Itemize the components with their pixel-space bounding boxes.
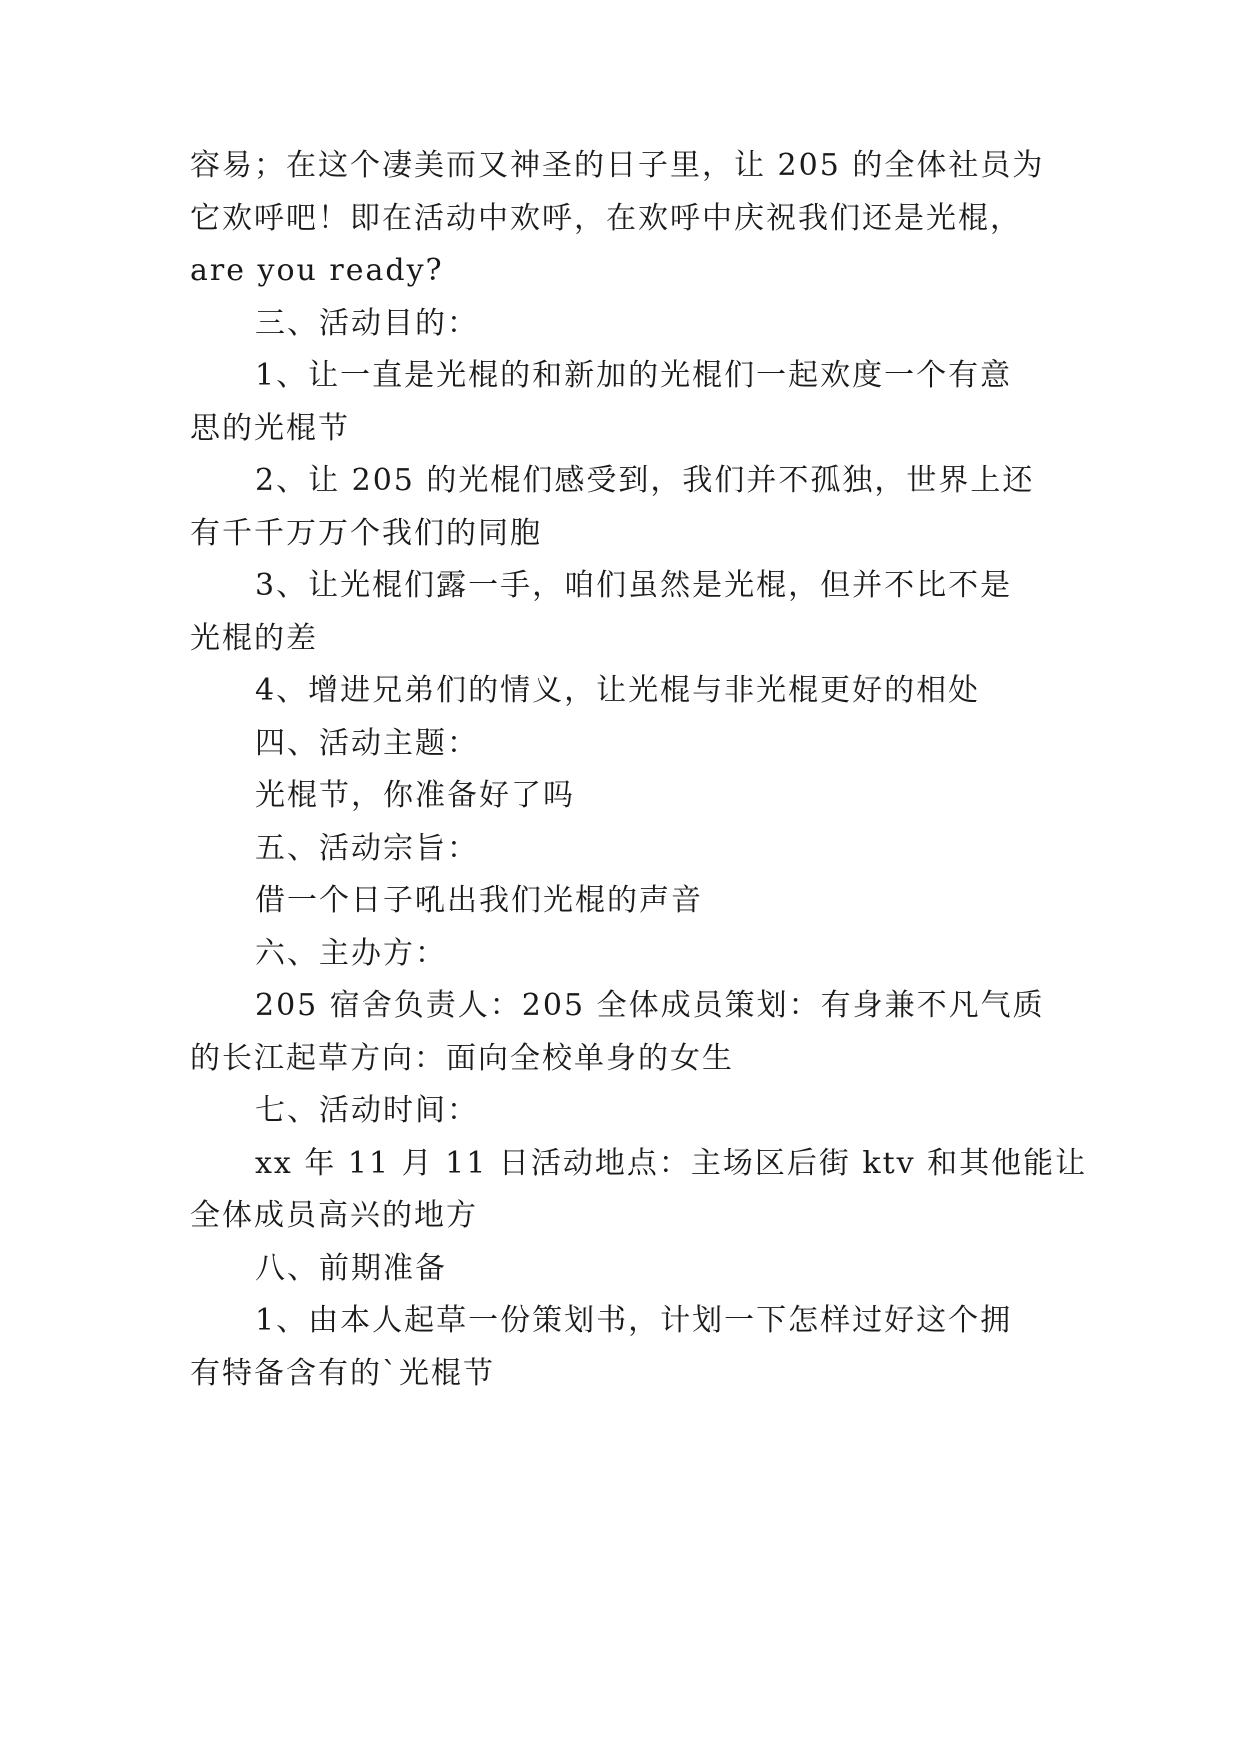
text-line: 光棍节，你准备好了吗 <box>255 778 575 813</box>
section-heading: 八、前期准备 <box>255 1251 447 1286</box>
text-line: 4、增进兄弟们的情义，让光棍与非光棍更好的相处 <box>255 673 981 708</box>
text-line: 借一个日子吼出我们光棍的声音 <box>255 883 703 918</box>
text-line: 2、让 205 的光棍们感受到，我们并不孤独，世界上还 <box>255 463 1035 498</box>
text-line: 205 宿舍负责人：205 全体成员策划：有身兼不凡气质 <box>255 988 1045 1023</box>
text-line: 全体成员高兴的地方 <box>190 1198 478 1233</box>
text-line: 1、让一直是光棍的和新加的光棍们一起欢度一个有意 <box>255 358 1013 393</box>
text-line: are you ready? <box>190 253 444 288</box>
text-line: 容易；在这个凄美而又神圣的日子里，让 205 的全体社员为 <box>190 148 1045 183</box>
text-line: 有千千万万个我们的同胞 <box>190 516 542 551</box>
section-heading: 四、活动主题： <box>255 726 479 761</box>
section-heading: 六、主办方： <box>255 936 447 971</box>
section-heading: 七、活动时间： <box>255 1093 479 1128</box>
text-line: 3、让光棍们露一手，咱们虽然是光棍，但并不比不是 <box>255 568 1013 603</box>
text-line: 1、由本人起草一份策划书，计划一下怎样过好这个拥 <box>255 1303 1013 1338</box>
text-line: 思的光棍节 <box>190 411 350 446</box>
section-heading: 五、活动宗旨： <box>255 831 479 866</box>
text-line: 光棍的差 <box>190 621 318 656</box>
section-heading: 三、活动目的： <box>255 306 479 341</box>
text-line: xx 年 11 月 11 日活动地点：主场区后街 ktv 和其他能让 <box>255 1146 1088 1181</box>
text-line: 的长江起草方向：面向全校单身的女生 <box>190 1041 734 1076</box>
text-line: 有特备含有的`光棍节 <box>190 1356 495 1391</box>
text-line: 它欢呼吧！即在活动中欢呼，在欢呼中庆祝我们还是光棍， <box>190 201 1022 236</box>
